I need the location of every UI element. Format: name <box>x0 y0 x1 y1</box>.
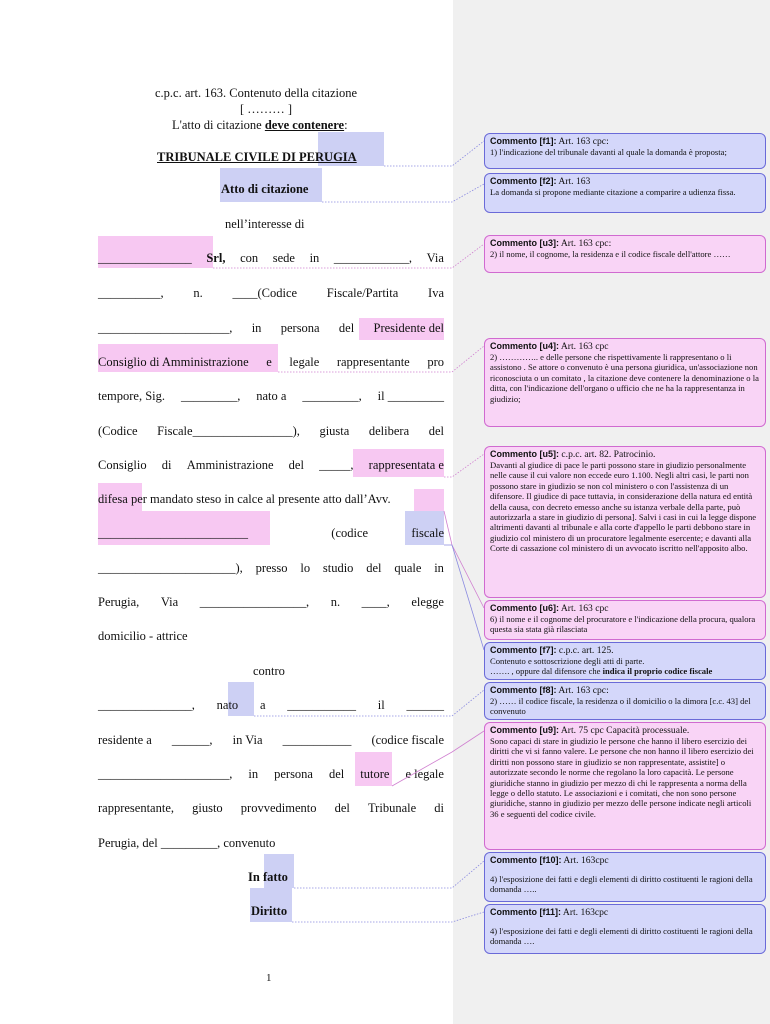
header-line-3: L'atto di citazione deve contenere: <box>172 118 348 132</box>
para-line-8: difesa per mandato steso in calce al presente atto dall’Avv. <box>98 492 391 506</box>
para-line-7: Consiglio di Amministrazione del _____, rappresentata e <box>98 458 444 472</box>
comment-u3[interactable]: Commento [u3]: Art. 163 cpc: 2) il nome, il cognome, la residenza e il codice fiscale dell'attore …… <box>484 235 766 273</box>
para-line-3: _____________________, in persona del Presidente del <box>98 321 444 335</box>
comment-f7[interactable]: Commento [f7]: c.p.c. art. 125. Contenuto e sottoscrizione degli atti di parte. ……. , oppure dal difensore che indica il proprio codice fiscale <box>484 642 766 680</box>
comment-f10[interactable]: Commento [f10]: Art. 163cpc 4) l'esposizione dei fatti e degli elementi di diritto costituenti le ragioni della domanda ….. <box>484 852 766 902</box>
para-line-12: domicilio - attrice <box>98 629 188 643</box>
comment-f2[interactable]: Commento [f2]: Art. 163 La domanda si propone mediante citazione a comparire a udienza fissa. <box>484 173 766 213</box>
comment-u6[interactable]: Commento [u6]: Art. 163 cpc 6) il nome e il cognome del procuratore e l'indicazione della procura, qualora questa sia stata già rilasciata <box>484 600 766 640</box>
in-fatto-heading: In fatto <box>248 870 288 884</box>
para-line-10: ______________________), presso lo studio del quale in <box>98 561 444 575</box>
para-line-4: Consiglio di Amministrazione e legale rappresentante pro <box>98 355 444 369</box>
para2-line-4: rappresentante, giusto provvedimento del Tribunale di <box>98 801 444 815</box>
diritto-heading: Diritto <box>251 904 288 918</box>
para-line-5: tempore, Sig. _________, nato a _________, il _________ <box>98 389 444 403</box>
header-line-1: c.p.c. art. 163. Contenuto della citazione <box>155 86 358 100</box>
page-number: 1 <box>266 972 272 984</box>
comment-u5[interactable]: Commento [u5]: c.p.c. art. 82. Patrocinio. Davanti al giudice di pace le parti possono stare in giudizio personalmente nelle cause il cui valore non eccede euro 1.100. Negli altri casi, le parti non possono stare in giudizio se non col ministero o con l'assistenza di un difensore. Il giudice di pace tuttavia, in considerazione della natura ed entità della causa, con decreto emesso anche su istanza verbale della parte, può autorizzarla a stare in giudizio di persona]. Salvi i casi in cui la legge dispone altrimenti davanti al tribunale e alla corte d'appello le parti debbono stare in giudizio col ministero di un procuratore legalmente esercente; e davanti alla Corte di cassazione col ministero di un avvocato iscritto nell'apposito albo. <box>484 446 766 598</box>
para-line-6: (Codice Fiscale________________), giusta delibera del <box>98 424 444 438</box>
header-line-2: [ ……… ] <box>240 102 293 116</box>
para2-line-5: Perugia, del _________, convenuto <box>98 836 276 850</box>
comment-u4[interactable]: Commento [u4]: Art. 163 cpc 2) ………….. e delle persone che rispettivamente li rappresentano o li assistono . Se attore o convenuto è una persona giuridica, un'associazione non riconosciuta o un comitato , la citazione deve contenere la denominazione o la ditta, con l'indicazione dell'organo o ufficio che ne ha la rappresentanza in giudizio; <box>484 338 766 427</box>
contro-line: contro <box>253 664 285 678</box>
comment-f1[interactable]: Commento [f1]: Art. 163 cpc: 1) l'indicazione del tribunale davanti al quale la domanda è proposta; <box>484 133 766 169</box>
interest-line: nell’interesse di <box>225 217 305 231</box>
para2-line-2: residente a ______, in Via ___________ (codice fiscale <box>98 733 444 747</box>
document-type: Atto di citazione <box>221 182 309 196</box>
comment-f8[interactable]: Commento [f8]: Art. 163 cpc: 2) …… il codice fiscale, la residenza o il domicilio o la dimora [c.c. 43] del convenuto <box>484 682 766 720</box>
para2-line-3: _____________________, in persona del tutore e legale <box>98 767 444 781</box>
para2-line-1: _______________, nato a ___________ il ______ <box>98 698 444 712</box>
court-title: TRIBUNALE CIVILE DI PERUGIA <box>157 150 357 164</box>
para-line-1: _______________ Srl, con sede in ____________, Via <box>98 251 444 265</box>
comment-u9[interactable]: Commento [u9]: Art. 75 cpc Capacità processuale. Sono capaci di stare in giudizio le persone che hanno il libero esercizio dei diritti che vi si fanno valere. Le persone che non hanno il libero esercizio dei diritti non possono stare in giudizio se non rappresentate, assistite] o autorizzate secondo le norme che regolano la loro capacità. Le persone giuridiche stanno in giudizio per mezzo di chi le rappresenta a norma della legge o dello statuto. Le associazioni e i comitati, che non sono persone giuridiche, stanno in giudizio per mezzo delle persone indicate negli articoli 36 e seguenti del codice civile. <box>484 722 766 850</box>
para-line-11: Perugia, Via _________________, n. ____, elegge <box>98 595 444 609</box>
para-line-2: __________, n. ____(Codice Fiscale/Partita Iva <box>98 286 444 300</box>
comment-f11[interactable]: Commento [f11]: Art. 163cpc 4) l'esposizione dei fatti e degli elementi di diritto costituenti le ragioni della domanda …. <box>484 904 766 954</box>
para-line-9: ________________________ (codice fiscale <box>98 526 444 540</box>
